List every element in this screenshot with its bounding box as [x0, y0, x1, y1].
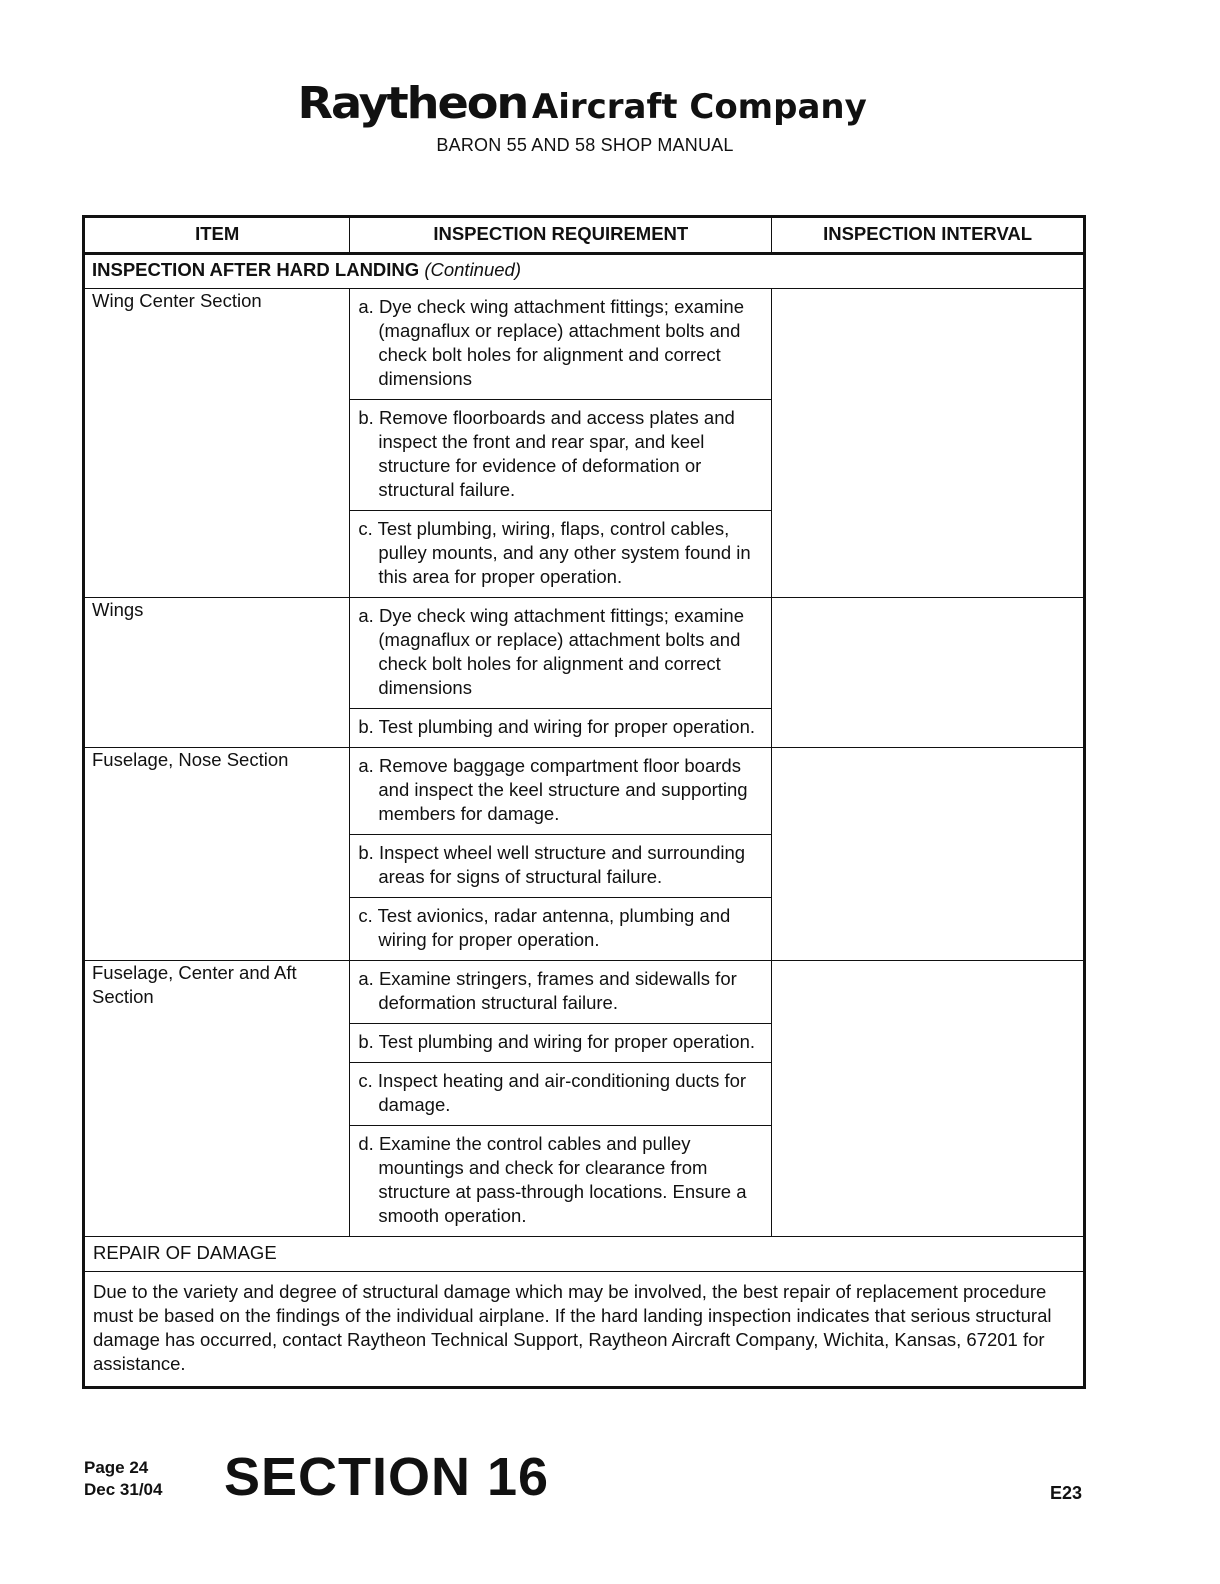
brand-tail: Aircraft Company — [531, 87, 867, 127]
brand-name: Raytheon — [297, 78, 528, 129]
repair-title-row — [84, 1237, 1085, 1272]
requirement-cell — [350, 1024, 772, 1063]
page-code: E23 — [1050, 1483, 1083, 1503]
page-date: Dec 31/04 — [84, 1480, 163, 1499]
requirement-text: b. Test plumbing and wiring for proper operation. — [358, 716, 756, 737]
brand-logo — [0, 78, 1170, 129]
section-title: INSPECTION AFTER HARD LANDING — [92, 259, 420, 280]
table-header-row — [84, 217, 1085, 254]
table-row — [84, 289, 1085, 400]
interval-cell — [772, 598, 1085, 748]
requirement-text: b. Inspect wheel well structure and surrounding areas for signs of structural failure. — [358, 842, 746, 887]
requirement-cell — [350, 961, 772, 1024]
requirement-cell — [350, 898, 772, 961]
repair-body-row — [84, 1272, 1085, 1388]
manual-title: BARON 55 AND 58 SHOP MANUAL — [436, 135, 734, 155]
interval-cell — [772, 748, 1085, 961]
requirement-text: a. Dye check wing attachment fittings; examine (magnaflux or replace) attachment bolts and check bolt holes for alignment and correct dimensions — [358, 605, 744, 698]
requirement-text: c. Test plumbing, wiring, flaps, control cables, pulley mounts, and any other system found in this area for proper operation. — [358, 518, 751, 587]
table-row — [84, 961, 1085, 1024]
item-cell — [84, 289, 350, 598]
item-label: Fuselage, Center and Aft Section — [92, 962, 297, 1007]
section-continued: (Continued) — [424, 259, 521, 280]
item-label: Fuselage, Nose Section — [92, 749, 289, 770]
column-header-interval: INSPECTION INTERVAL — [772, 217, 1085, 254]
table-row — [84, 598, 1085, 709]
requirement-text: b. Test plumbing and wiring for proper operation. — [358, 1031, 756, 1052]
requirement-text: a. Dye check wing attachment fittings; examine (magnaflux or replace) attachment bolts and check bolt holes for alignment and correct dimensions — [358, 296, 744, 389]
requirement-cell — [350, 835, 772, 898]
table-row — [84, 748, 1085, 835]
item-cell — [84, 961, 350, 1237]
requirement-text: c. Inspect heating and air-conditioning ducts for damage. — [358, 1070, 747, 1115]
page-number: Page 24 — [84, 1458, 149, 1477]
column-header-requirement: INSPECTION REQUIREMENT — [350, 217, 772, 254]
requirement-text: a. Examine stringers, frames and sidewalls for deformation structural failure. — [358, 968, 737, 1013]
requirement-cell — [350, 511, 772, 598]
item-label: Wings — [92, 599, 144, 620]
interval-cell — [772, 289, 1085, 598]
repair-title: REPAIR OF DAMAGE — [84, 1237, 1085, 1272]
requirement-cell — [350, 400, 772, 511]
requirement-cell — [350, 598, 772, 709]
interval-cell — [772, 961, 1085, 1237]
requirement-text: b. Remove floorboards and access plates and inspect the front and rear spar, and keel structure for evidence of deformation or structural failure. — [358, 407, 735, 500]
requirement-cell — [350, 1126, 772, 1237]
repair-text: Due to the variety and degree of structural damage which may be involved, the best repair of replacement procedure must be based on the findings of the individual airplane. If the hard landing inspection indicates that serious structural damage has occurred, contact Raytheon Technical Support, Raytheon Aircraft Company, Wichita, Kansas, 67201 for assistance. — [84, 1272, 1085, 1388]
page-info — [84, 1457, 162, 1501]
requirement-text: c. Test avionics, radar antenna, plumbing and wiring for proper operation. — [358, 905, 731, 950]
requirement-text: a. Remove baggage compartment floor boards and inspect the keel structure and supporting members for damage. — [358, 755, 748, 824]
section-title-cell — [84, 254, 1085, 289]
item-cell — [84, 748, 350, 961]
page-header — [0, 78, 1170, 156]
requirement-text: d. Examine the control cables and pulley mountings and check for clearance from structure at pass-through locations. Ensure a smooth operation. — [358, 1133, 747, 1226]
item-label: Wing Center Section — [92, 290, 262, 311]
column-header-item: ITEM — [84, 217, 350, 254]
requirement-cell — [350, 289, 772, 400]
requirement-cell — [350, 748, 772, 835]
item-cell — [84, 598, 350, 748]
inspection-table — [82, 215, 1086, 1389]
requirement-cell — [350, 709, 772, 748]
section-label: SECTION 16 — [224, 1447, 550, 1507]
section-row — [84, 254, 1085, 289]
requirement-cell — [350, 1063, 772, 1126]
